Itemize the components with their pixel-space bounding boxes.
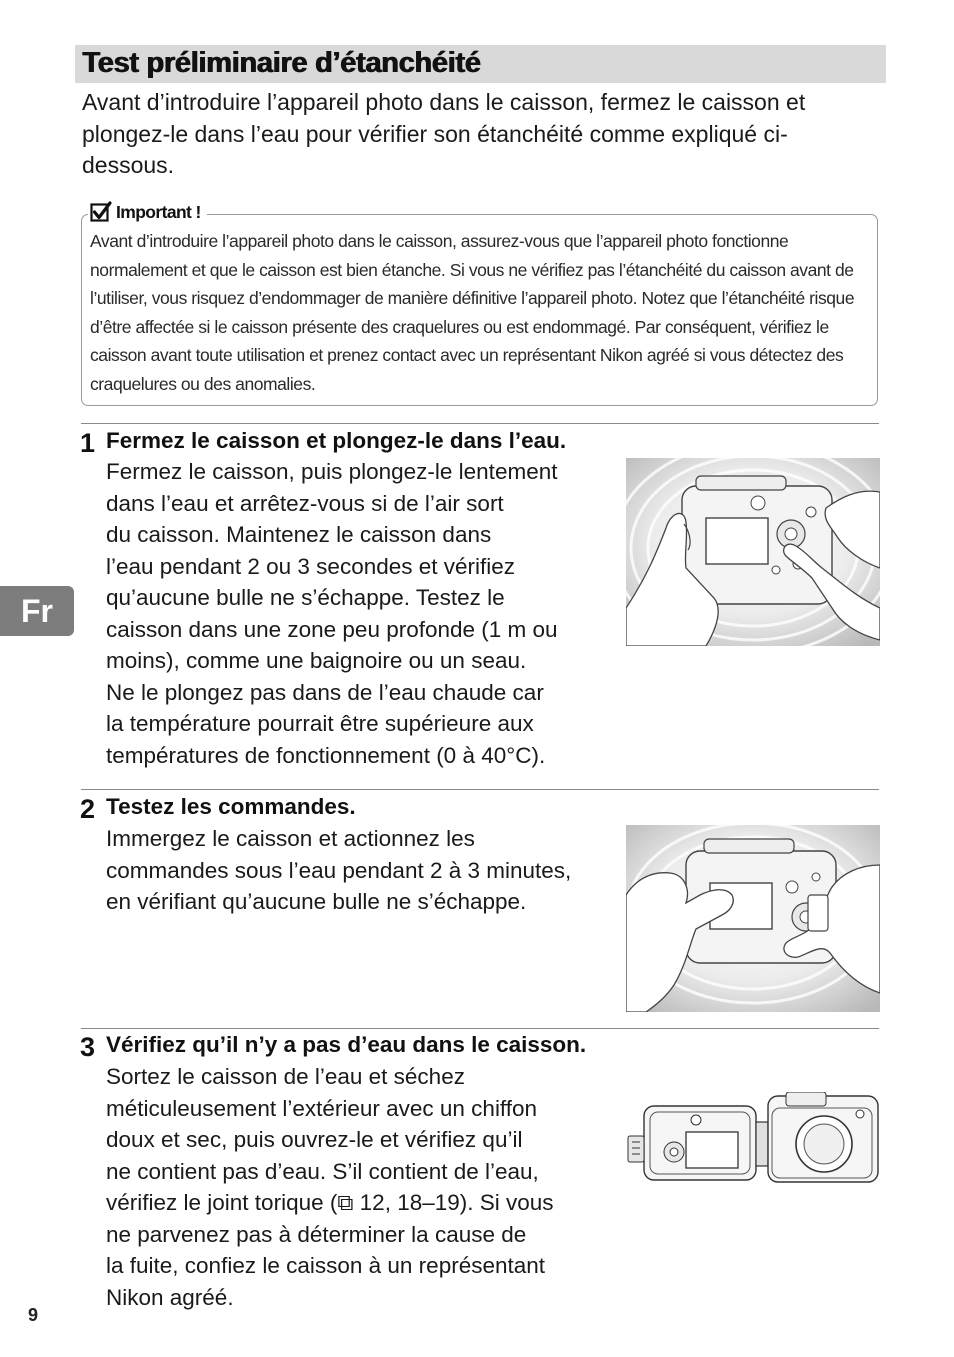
step-body-line: la fuite, confiez le caisson à un représentant: [106, 1253, 546, 1278]
step-body-line: l’eau pendant 2 ou 3 secondes et vérifiez: [106, 553, 516, 579]
step-body-line: dans l’eau et arrêtez-vous si de l’air sort: [106, 490, 504, 516]
language-tab-label: Fr: [21, 593, 53, 629]
step-title: Testez les commandes.: [106, 794, 356, 819]
important-note-label: Important !: [116, 201, 201, 222]
step-body-line: moins), comme une baignoire ou un seau.: [106, 648, 527, 673]
step-body-line: vérifiez le joint torique (⧉ 12, 18–19). Si vous: [106, 1190, 554, 1215]
step-body-line: du caisson. Maintenez le caisson dans: [106, 522, 492, 547]
step-body: [106, 1061, 554, 1313]
step-number: 2: [80, 794, 96, 824]
step-body: [106, 823, 571, 918]
step-body-line: ne contient pas d’eau. S’il contient de l’eau,: [106, 1158, 539, 1184]
step-body-line: Ne le plongez pas dans de l’eau chaude car: [106, 679, 544, 705]
step-body-line: ne parvenez pas à déterminer la cause de: [106, 1221, 527, 1247]
step-body-line: caisson dans une zone peu profonde (1 m ou: [106, 616, 558, 642]
step-title: Fermez le caisson et plongez-le dans l’eau.: [106, 428, 567, 453]
step-divider: [81, 423, 879, 424]
step-body-line: Fermez le caisson, puis plongez-le lentement: [106, 459, 558, 484]
step-body-line: la température pourrait être supérieure aux: [106, 711, 534, 736]
step-body: [106, 456, 558, 771]
intro-paragraph: Avant d’introduire l’appareil photo dans le caisson, fermez le caisson et plongez-le dans l’eau pour vérifier son étanchéité comme expliqué ci-dessous.: [82, 89, 806, 178]
page-number: 9: [28, 1305, 39, 1325]
important-note-header: [88, 200, 207, 224]
important-note-text: Avant d’introduire l’appareil photo dans le caisson, assurez-vous que l’appareil photo fonctionne normalement et que le caisson est bien étanche. Si vous ne vérifiez pas l’étanchéité du caisson avant de l’utiliser, vous risquez d’endommager de manière définitive l’appareil photo. Notez que l’étanchéité risque d’être affectée si le caisson présente des craquelures ou est endommagé. Par conséquent, vérifiez le caisson avant toute utilisation et prenez contact avec un représentant Nikon agréé si vous détectez des craquelures ou des anomalies.: [90, 231, 855, 394]
step-body-line: températures de fonctionnement (0 à 40°C).: [106, 742, 546, 768]
step-body-line: Nikon agréé.: [106, 1284, 234, 1310]
check-icon: [90, 201, 112, 223]
step-body-line: Immergez le caisson et actionnez les: [106, 826, 475, 851]
step-divider: [81, 789, 879, 790]
housing-submerged-illustration: [626, 458, 880, 646]
section-title: Test préliminaire d’étanchéité: [82, 47, 481, 79]
step-body-line: qu’aucune bulle ne s’échappe. Testez le: [106, 585, 505, 610]
step-body-line: méticuleusement l’extérieur avec un chiffon: [106, 1095, 538, 1121]
step-title: Vérifiez qu’il n’y a pas d’eau dans le caisson.: [106, 1032, 587, 1057]
step-number: 3: [80, 1032, 96, 1062]
open-housing-illustration: [626, 1092, 880, 1186]
step-number: 1: [80, 428, 96, 458]
step-body-line: Sortez le caisson de l’eau et séchez: [106, 1064, 465, 1089]
controls-test-illustration: [626, 825, 880, 1012]
step-body-line: doux et sec, puis ouvrez-le et vérifiez qu’il: [106, 1127, 523, 1152]
step-body-line: en vérifiant qu’aucune bulle ne s’échappe.: [106, 889, 527, 914]
step-body-line: commandes sous l’eau pendant 2 à 3 minutes,: [106, 857, 572, 883]
